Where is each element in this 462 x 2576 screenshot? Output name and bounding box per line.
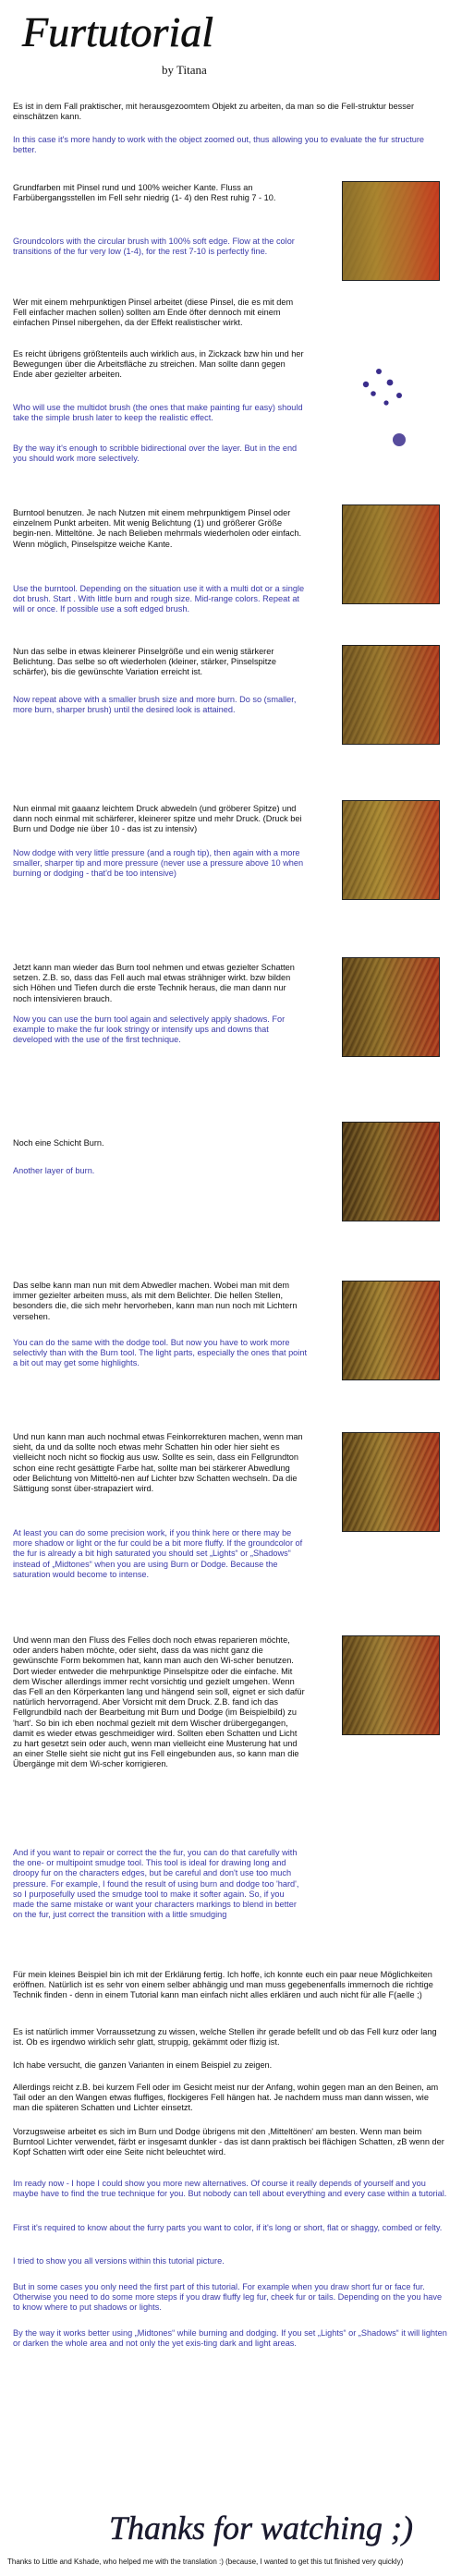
step-smaller-burn-en: Now repeat above with a smaller brush size and more burn. Do so (smaller, more burn, sharper brush) until the desired look is attained. [13, 695, 297, 715]
step-burntool-en: Use the burntool. Depending on the situation use it with a multi dot or a single dot brush. Start . With little burn and rough size. Mid-range colors. Repeat at will or once. If possible use a soft edged brush. [13, 584, 305, 614]
closing-en-1: Im ready now - I hope I could show you more new alternatives. Of course it really depends of yourself and you maybe have to find the true technique for you. But nobody can tell about everything and every case within a tutorial. [13, 2179, 447, 2199]
example-image-smudge [342, 1635, 440, 1735]
closing-de-4: Allerdings reicht z.B. bei kurzem Fell oder im Gesicht meist nur der Anfang, wohin gegen man an den Beinen, am Tail oder an den Wangen etwas fluffiges, flockigeres Fell hängen hat. Je nachdem muss man dann wissen, wie man die späteren Schatten und Lichter einsetzt. [13, 2083, 439, 2113]
step-multidot-en: Who will use the multidot brush (the ones that make painting fur easy) should take the simple brush later to keep the realistic effect. [13, 403, 303, 423]
example-image-dodge [342, 800, 440, 900]
tutorial-title [18, 6, 296, 57]
example-image-another-burn [342, 1122, 440, 1221]
brush-dots-illustration [346, 366, 438, 458]
step-another-burn-en: Another layer of burn. [13, 1166, 95, 1175]
example-image-precision [342, 1432, 440, 1532]
closing-de-2: Es ist natürlich immer Vorraussetzung zu wissen, welche Stellen ihr gerade befellt und ob das Fell kurz oder lang ist. Ob es irgendwo wirklich sehr glatt, struppig, gekämmt oder flizig ist. [13, 2027, 437, 2047]
title-text: Furtutorial [22, 8, 214, 55]
step-zigzag-de: Es reicht übrigens größtenteils auch wirklich aus, in Zickzack bzw hin und her Bewegungen über die Arbeitsfläche zu streichen. Man sollte dann gegen Ende aber gezielter arbeiten. [13, 349, 304, 380]
thanks-banner [102, 2504, 453, 2550]
step-burntool-de: Burntool benutzen. Je nach Nutzen mit einem mehrpunktigem Pinsel oder einzelnem Punkt arbeiten. Mit wenig Belichtung (1) und größerer Größe begin-nen. Mitteltöne. Je nach Belieben mehrmals wiederholen oder einfach. Wenn möglich, Pinselspitze weiche Kante. [13, 508, 302, 549]
step-basecolors-en: Groundcolors with the circular brush with 100% soft edge. Flow at the color transitions of the fur very low (1-4), for the rest 7-10 is perfectly fine. [13, 237, 295, 257]
step-zigzag-en: By the way it's enough to scribble bidirectional over the layer. But in the end you should work more selectively. [13, 444, 298, 464]
closing-en-5: By the way it works better using „Midtones“ while burning and dodging. If you set „Lights“ or „Shadows“ it will lighten or darken the whole area and not only the yet exis-ting dark and light areas. [13, 2328, 447, 2349]
step-another-burn-de: Noch eine Schicht Burn. [13, 1138, 104, 1148]
author-byline: by Titana [162, 63, 207, 77]
closing-de-1: Für mein kleines Beispiel bin ich mit der Erklärung fertig. Ich hoffe, ich konnte euch ein paar neue Möglichkeiten eröffnen. Natürlich ist es sehr von einem selber abhängig und man muss gegebenenfalls immernoch die richtige Technik finden - denn in einem Tutorial kann man einfach nicht alles erklären und auch nicht für alle F(aelle ;) [13, 1970, 433, 2000]
step-smudge-en: And if you want to repair or correct the the fur, you can do that carefully with the one- or multipoint smudge tool. This tool is ideal for drawing long and droopy fur on the characters edges, but be careful and don't use too much pressure. For example, I found the result of using burn and dodge too 'hard', so I purposefully used the smudge tool to make it softer again. So, if you made the same mistake or want your characters markings to blend in better on the fur, just correct the transition with a little smudging [13, 1848, 299, 1920]
credits-line: Thanks to Little and Kshade, who helped me with the translation :) (because, I wanted to get this tut finished very quickly) [7, 2558, 404, 2566]
example-image-smaller-burn [342, 645, 440, 745]
thanks-text: Thanks for watching ;) [109, 2509, 413, 2546]
step-smudge-de: Und wenn man den Fluss des Felles doch noch etwas reparieren möchte, oder anders haben möchte, oder sieht, dass da was nicht ganz die gewünschte Form bekommen hat, kann man auch den Wi-scher benutzen. Dort wieder entweder die mehrpunktige Pinselspitze oder die einfache. Mit dem Wischer allerdings immer recht vorsichtig und gezielt umgehen. Wenn das Fell an den Körperkanten lang und hängend sein soll, eignet er sich dafür natürlich hervorragend. Aber Vorsicht mit dem Druck. Z.B. fand ich das Fellgrundbild nach der Bearbeitung mit Burn und Dodge (im Beispielbild) zu 'hart'. So bin ich eben nochmal gezielt mit dem Wischer drübergegangen, damit es wieder etwas geschmeidiger wird. Sollten eben Schatten und Licht zu hart gesetzt sein oder auch, wenn man vielleicht eine Musterung hat und an einer Stelle sieht sie nicht gut ins Fell eingebunden aus, so kann man die Übergänge mit dem Wi-scher korrigieren. [13, 1635, 305, 1769]
step-precision-en: At least you can do some precision work, if you think here or there may be more shadow or light or the fur could be a bit more fluffy. If the groundcolor of the fur is already a bit high saturated you should set „Lights“ or „Shadows“ instead of „Midtones“ when you are using Burn or Dodge. Because the saturation would become to intense. [13, 1528, 303, 1579]
closing-en-2: First it's required to know about the furry parts you want to color, if it's long or short, flat or shaggy, combed or felty. [13, 2223, 443, 2232]
step-dodge-highlights-en: You can do the same with the dodge tool. But now you have to work more selectivly than with the Burn tool. The light parts, especially the ones that point a bit out may get some highlights. [13, 1338, 308, 1368]
example-image-basecolors [342, 181, 440, 281]
closing-en-3: I tried to show you all versions within this tutorial picture. [13, 2256, 225, 2266]
closing-de-5: Vorzugsweise arbeitet es sich im Burn und Dodge übrigens mit den ,Mitteltönen' am besten. Wenn man beim Burntool Lichter verwendet, färbt er insgesamt dunkler - das ist dann praktisch bei flächigen Schatten, zB wenn der Kopf Schatten wirft oder eine Seite nicht beleuchtet wird. [13, 2127, 444, 2157]
example-image-burntool [342, 504, 440, 604]
step-dodge-highlights-de: Das selbe kann man nun mit dem Abwedler machen. Wobei man mit dem immer gezielter arbeiten muss, als mit dem Belichter. Die hellen Stellen, besonders die, die sich mehr hervorheben, kann man nun noch mit Lichtern versehen. [13, 1281, 298, 1321]
example-image-dodge-highlights [342, 1281, 440, 1380]
step-basecolors-de: Grundfarben mit Pinsel rund und 100% weicher Kante. Fluss an Farbübergangsstellen im Fell sehr niedrig (1- 4) den Rest ruhig 7 - 10. [13, 183, 276, 203]
example-image-shadows [342, 957, 440, 1057]
step-shadows-de: Jetzt kann man wieder das Burn tool nehmen und etwas gezielter Schatten setzen. Z.B. so, dass das Fell auch mal etwas strähniger wirkt. bzw bilden sich Höhen und Tiefen durch die erste Technik heraus, die man dann nur noch intensivieren brauch. [13, 963, 295, 1003]
step-smaller-burn-de: Nun das selbe in etwas kleinerer Pinselgröße und ein wenig stärkerer Belichtung. Das selbe so oft wiederholen (kleiner, stärker, Pinselspitze schärfer), bis die gewünschte Variation erreicht ist. [13, 647, 276, 677]
step-multidot-de: Wer mit einem mehrpunktigen Pinsel arbeitet (diese Pinsel, die es mit dem Fell einfacher machen sollen) sollten am Ende öfter dennoch mit einem einfachen Pinsel nibergehen, da der Effekt realistischer wirkt. [13, 298, 294, 328]
closing-en-4: But in some cases you only need the first part of this tutorial. For example when you draw short fur or face fur. Otherwise you need to do some more steps if you draw fluffy leg fur, cheek fur or tails. Depending on the you have to know where to put shadows or lights. [13, 2282, 443, 2313]
closing-de-3: Ich habe versucht, die ganzen Varianten in einem Beispiel zu zeigen. [13, 2060, 273, 2070]
intro-en: In this case it's more handy to work with the object zoomed out, thus allowing you to evaluate the fur structure better. [13, 135, 425, 155]
step-dodge-en: Now dodge with very little pressure (and a rough tip), then again with a more smaller, sharper tip and more pressure (never use a pressure above 10 when burning or dodging - that'd be too intensive) [13, 848, 304, 879]
intro-de: Es ist in dem Fall praktischer, mit herausgezoomtem Objekt zu arbeiten, da man so die Fell-struktur besser einschätzen kann. [13, 102, 415, 122]
step-shadows-en: Now you can use the burn tool again and selectively apply shadows. For example to make the fur look stringy or intensify ups and downs that developed with the use of the first technique. [13, 1015, 286, 1045]
step-dodge-de: Nun einmal mit gaaanz leichtem Druck abwedeln (und gröberer Spitze) und dann noch einmal mit schärferer, kleinerer spitze und mehr Druck. (Druck bei Burn und Dodge nie über 10 - das ist zu intensiv) [13, 804, 302, 834]
step-precision-de: Und nun kann man auch nochmal etwas Feinkorrekturen machen, wenn man sieht, da und da sollte noch etwas mehr Schatten hin oder hier sieht es vielleicht noch nicht so flockig aus usw. Sollte es sein, dass ein Fellgrundton schon eine recht gesättigte Farbe hat, sollte man bei stärkerer Abwedlung oder Belichtung von Mitteltö-nen auf Lichter bzw Schatten wechseln. Da die Sättigung sonst über-strapaziert wird. [13, 1432, 303, 1494]
